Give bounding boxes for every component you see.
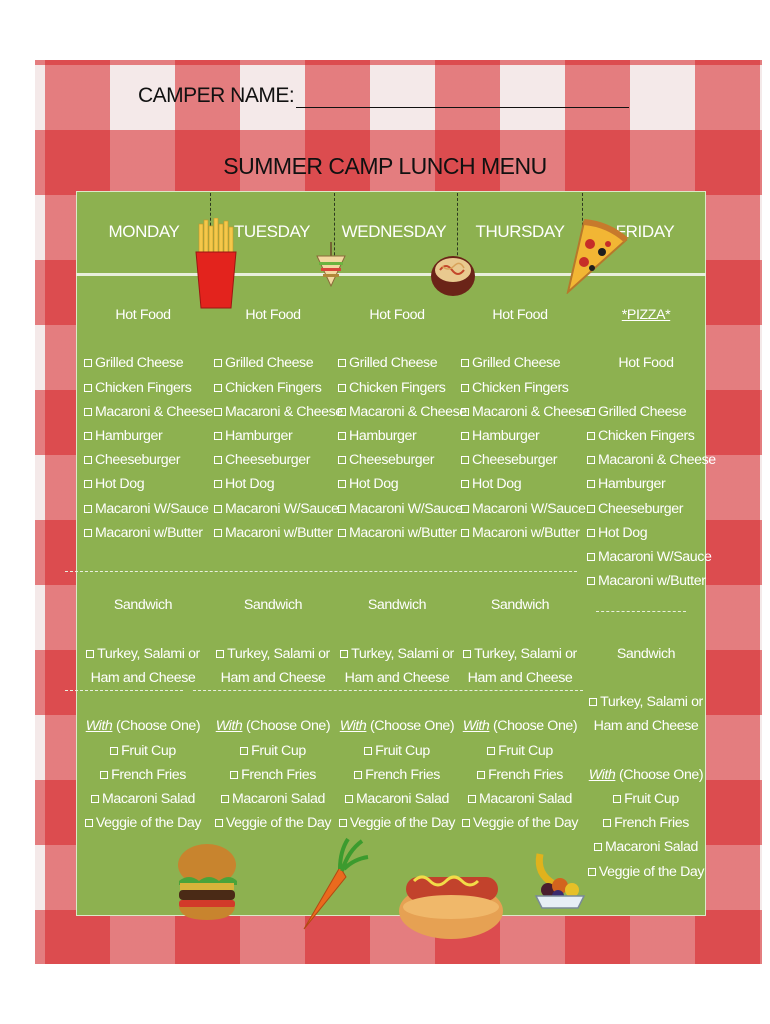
checkbox-icon[interactable] xyxy=(215,819,223,827)
checkbox-icon[interactable] xyxy=(221,795,229,803)
menu-item: Macaroni & Cheese xyxy=(210,400,336,424)
day-tuesday: TUESDAY xyxy=(233,222,311,241)
day-monday: MONDAY xyxy=(108,222,180,241)
hot-food-heading: Hot Food xyxy=(369,307,425,323)
side-item: Macaroni Salad xyxy=(457,787,583,811)
camper-name-line xyxy=(138,84,629,108)
menu-item: Hamburger xyxy=(334,424,460,448)
checkbox-icon[interactable] xyxy=(214,529,222,537)
menu-item: Hamburger xyxy=(583,472,709,496)
checkbox-icon[interactable] xyxy=(240,747,248,755)
checkbox-icon[interactable] xyxy=(461,456,469,464)
menu-item: Hamburger xyxy=(210,424,336,448)
menu-item: Grilled Cheese xyxy=(583,400,709,424)
checkbox-icon[interactable] xyxy=(338,384,346,392)
camper-name-field[interactable] xyxy=(296,85,629,108)
checkbox-icon[interactable] xyxy=(100,771,108,779)
sides-heading: With (Choose One) xyxy=(339,718,455,735)
checkbox-icon[interactable] xyxy=(462,819,470,827)
menu-item: Hamburger xyxy=(457,424,583,448)
menu-item: Macaroni W/Sauce xyxy=(334,497,460,521)
checkbox-icon[interactable] xyxy=(216,650,224,658)
checkbox-icon[interactable] xyxy=(461,529,469,537)
menu-column-monday xyxy=(80,303,213,835)
checkbox-icon[interactable] xyxy=(338,432,346,440)
checkbox-icon[interactable] xyxy=(214,408,222,416)
menu-item: Cheeseburger xyxy=(457,448,583,472)
day-wednesday: WEDNESDAY xyxy=(341,222,447,241)
checkbox-icon[interactable] xyxy=(84,359,92,367)
hot-food-heading: Hot Food xyxy=(492,307,548,323)
checkbox-icon[interactable] xyxy=(338,480,346,488)
hot-food-heading: Hot Food xyxy=(115,307,171,323)
menu-item-continued: Ham and Cheese xyxy=(90,669,196,686)
menu-item-continued: Ham and Cheese xyxy=(593,718,699,735)
checkbox-icon[interactable] xyxy=(84,384,92,392)
checkbox-icon[interactable] xyxy=(587,432,595,440)
checkbox-icon[interactable] xyxy=(587,456,595,464)
checkbox-icon[interactable] xyxy=(461,408,469,416)
checkbox-icon[interactable] xyxy=(214,432,222,440)
sides-heading: With (Choose One) xyxy=(462,718,578,735)
menu-item: Cheeseburger xyxy=(80,448,206,472)
menu-item: Hot Dog xyxy=(80,472,206,496)
checkbox-icon[interactable] xyxy=(587,553,595,561)
side-item: French Fries xyxy=(457,763,583,787)
side-item: Macaroni Salad xyxy=(583,835,709,859)
menu-item: Macaroni w/Butter xyxy=(210,521,336,545)
side-item: French Fries xyxy=(210,763,336,787)
menu-item: Macaroni W/Sauce xyxy=(583,545,709,569)
checkbox-icon[interactable] xyxy=(214,456,222,464)
hot-dog-icon xyxy=(396,855,506,941)
side-item: Veggie of the Day xyxy=(583,860,709,884)
menu-item: Macaroni w/Butter xyxy=(583,569,709,593)
menu-column-wednesday xyxy=(334,303,467,835)
menu-column-tuesday xyxy=(210,303,343,835)
checkbox-icon[interactable] xyxy=(589,698,597,706)
checkbox-icon[interactable] xyxy=(85,819,93,827)
checkbox-icon[interactable] xyxy=(487,747,495,755)
checkbox-icon[interactable] xyxy=(587,529,595,537)
checkbox-icon[interactable] xyxy=(461,480,469,488)
menu-item: Turkey, Salami or xyxy=(210,642,336,666)
checkbox-icon[interactable] xyxy=(339,819,347,827)
checkbox-icon[interactable] xyxy=(84,408,92,416)
sandwich-heading: Sandwich xyxy=(490,597,550,614)
pizza-heading: *PIZZA* xyxy=(621,307,671,323)
checkbox-icon[interactable] xyxy=(338,529,346,537)
menu-item: Turkey, Salami or xyxy=(334,642,460,666)
checkbox-icon[interactable] xyxy=(461,359,469,367)
fruit-bowl-icon xyxy=(530,852,590,912)
menu-item: Chicken Fingers xyxy=(210,376,336,400)
menu-item: Macaroni & Cheese xyxy=(457,400,583,424)
checkbox-icon[interactable] xyxy=(461,432,469,440)
checkbox-icon[interactable] xyxy=(110,747,118,755)
side-item: Fruit Cup xyxy=(583,787,709,811)
checkbox-icon[interactable] xyxy=(461,505,469,513)
menu-item: Hot Dog xyxy=(583,521,709,545)
menu-item: Macaroni & Cheese xyxy=(583,448,709,472)
checkbox-icon[interactable] xyxy=(230,771,238,779)
menu-item-continued: Ham and Cheese xyxy=(344,669,450,686)
checkbox-icon[interactable] xyxy=(338,505,346,513)
checkbox-icon[interactable] xyxy=(587,577,595,585)
side-item: Fruit Cup xyxy=(334,739,460,763)
hot-food-heading: Hot Food xyxy=(245,307,301,323)
sandwich-heading: Sandwich xyxy=(113,597,173,614)
checkbox-icon[interactable] xyxy=(214,384,222,392)
menu-item: Grilled Cheese xyxy=(210,351,336,375)
menu-item: Turkey, Salami or xyxy=(457,642,583,666)
checkbox-icon[interactable] xyxy=(587,480,595,488)
menu-item: Grilled Cheese xyxy=(334,351,460,375)
sandwich-heading: Sandwich xyxy=(243,597,303,614)
menu-item: Cheeseburger xyxy=(334,448,460,472)
menu-item: Macaroni W/Sauce xyxy=(457,497,583,521)
menu-item: Cheeseburger xyxy=(583,497,709,521)
menu-item: Grilled Cheese xyxy=(457,351,583,375)
checkbox-icon[interactable] xyxy=(86,650,94,658)
hot-food-heading: Hot Food xyxy=(618,355,674,372)
menu-item: Hot Dog xyxy=(210,472,336,496)
side-item: Macaroni Salad xyxy=(210,787,336,811)
checkbox-icon[interactable] xyxy=(91,795,99,803)
side-item: Fruit Cup xyxy=(457,739,583,763)
pizza-slice-icon xyxy=(558,218,630,294)
menu-item: Macaroni W/Sauce xyxy=(210,497,336,521)
menu-item: Hot Dog xyxy=(334,472,460,496)
checkbox-icon[interactable] xyxy=(587,505,595,513)
checkbox-icon[interactable] xyxy=(84,456,92,464)
menu-item: Macaroni w/Butter xyxy=(334,521,460,545)
side-item: Fruit Cup xyxy=(80,739,206,763)
checkbox-icon[interactable] xyxy=(468,795,476,803)
menu-item: Macaroni W/Sauce xyxy=(80,497,206,521)
menu-item-continued: Ham and Cheese xyxy=(467,669,573,686)
menu-item: Macaroni w/Butter xyxy=(457,521,583,545)
checkbox-icon[interactable] xyxy=(364,747,372,755)
side-item: French Fries xyxy=(583,811,709,835)
checkbox-icon[interactable] xyxy=(338,456,346,464)
checkbox-icon[interactable] xyxy=(354,771,362,779)
menu-item: Chicken Fingers xyxy=(457,376,583,400)
pasta-bowl-icon xyxy=(428,248,478,298)
menu-column-friday xyxy=(583,303,716,884)
checkbox-icon[interactable] xyxy=(84,505,92,513)
side-item: Veggie of the Day xyxy=(80,811,206,835)
side-item: French Fries xyxy=(334,763,460,787)
side-item: Veggie of the Day xyxy=(334,811,460,835)
hamburger-icon xyxy=(175,843,239,921)
checkbox-icon[interactable] xyxy=(594,843,602,851)
sides-heading: With (Choose One) xyxy=(85,718,201,735)
side-item: Veggie of the Day xyxy=(210,811,336,835)
menu-item: Cheeseburger xyxy=(210,448,336,472)
side-item: Fruit Cup xyxy=(210,739,336,763)
checkbox-icon[interactable] xyxy=(587,408,595,416)
menu-item-continued: Ham and Cheese xyxy=(220,669,326,686)
checkbox-icon[interactable] xyxy=(84,529,92,537)
menu-item: Hot Dog xyxy=(457,472,583,496)
menu-item: Turkey, Salami or xyxy=(583,690,709,714)
checkbox-icon[interactable] xyxy=(477,771,485,779)
checkbox-icon[interactable] xyxy=(613,795,621,803)
sides-heading: With (Choose One) xyxy=(588,766,704,783)
sandwich-heading: Sandwich xyxy=(616,645,676,662)
menu-item: Turkey, Salami or xyxy=(80,642,206,666)
menu-item: Macaroni & Cheese xyxy=(334,400,460,424)
camper-name-label: CAMPER NAME: xyxy=(138,84,295,107)
carrot-icon xyxy=(294,833,374,933)
side-item: Macaroni Salad xyxy=(334,787,460,811)
checkbox-icon[interactable] xyxy=(345,795,353,803)
menu-item: Macaroni & Cheese xyxy=(80,400,206,424)
checkbox-icon[interactable] xyxy=(84,432,92,440)
checkbox-icon[interactable] xyxy=(603,819,611,827)
checkbox-icon[interactable] xyxy=(214,359,222,367)
menu-item: Chicken Fingers xyxy=(334,376,460,400)
side-item: Veggie of the Day xyxy=(457,811,583,835)
menu-item: Chicken Fingers xyxy=(583,424,709,448)
menu-item: Macaroni w/Butter xyxy=(80,521,206,545)
club-sandwich-icon xyxy=(313,242,349,288)
menu-column-thursday xyxy=(457,303,590,835)
checkbox-icon[interactable] xyxy=(214,480,222,488)
sandwich-heading: Sandwich xyxy=(367,597,427,614)
side-item: French Fries xyxy=(80,763,206,787)
checkbox-icon[interactable] xyxy=(463,650,471,658)
checkbox-icon[interactable] xyxy=(338,408,346,416)
fries-icon xyxy=(193,218,239,310)
checkbox-icon[interactable] xyxy=(340,650,348,658)
sides-heading: With (Choose One) xyxy=(215,718,331,735)
menu-item: Chicken Fingers xyxy=(80,376,206,400)
menu-item: Grilled Cheese xyxy=(80,351,206,375)
checkbox-icon[interactable] xyxy=(461,384,469,392)
side-item: Macaroni Salad xyxy=(80,787,206,811)
day-friday: FRIDAY xyxy=(615,222,675,241)
menu-title: SUMMER CAMP LUNCH MENU xyxy=(223,153,547,179)
checkbox-icon[interactable] xyxy=(338,359,346,367)
menu-item: Hamburger xyxy=(80,424,206,448)
checkbox-icon[interactable] xyxy=(214,505,222,513)
checkbox-icon[interactable] xyxy=(84,480,92,488)
day-thursday: THURSDAY xyxy=(475,222,565,241)
